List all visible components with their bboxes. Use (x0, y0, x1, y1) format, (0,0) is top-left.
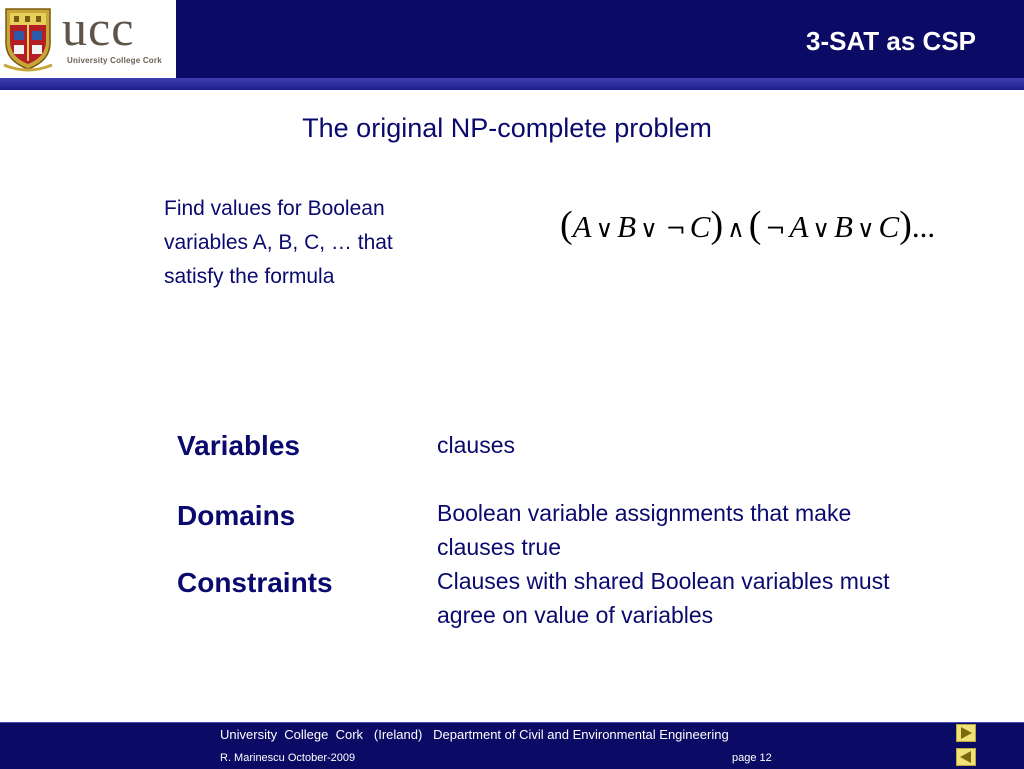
formula-not: ¬ (765, 215, 786, 243)
formula-var-b: B (617, 209, 637, 244)
intro-text: Find values for Boolean variables A, B, C, … that satisfy the formula (164, 197, 393, 288)
footer-institution: University College Cork (Ireland) Department of Civil and Environmental Engineering (220, 727, 729, 742)
slide-title: 3-SAT as CSP (805, 26, 976, 56)
ucc-logo (0, 0, 176, 78)
value-constraints: Clauses with shared Boolean variables must agree on value of variables (437, 568, 890, 628)
formula-var-b: B (834, 209, 853, 244)
formula-or: ∨ (856, 215, 875, 243)
triangle-left-icon (957, 749, 975, 765)
prev-slide-button[interactable] (956, 748, 976, 766)
header-rule (0, 78, 1024, 90)
value-domains: Boolean variable assignments that make clauses true (437, 500, 852, 560)
formula-or: ∨ (640, 215, 658, 243)
formula-paren-close: ) (710, 204, 724, 246)
formula-not: ¬ (665, 215, 686, 243)
formula-paren-close: ) (899, 204, 912, 246)
formula-and: ∧ (727, 215, 745, 243)
formula-or: ∨ (595, 215, 614, 243)
footer-page-number: page 12 (732, 752, 772, 764)
logo-wordmark: ucc (62, 0, 135, 56)
logo-subtitle: University College Cork (67, 56, 162, 65)
triangle-right-icon (957, 725, 975, 741)
formula-paren-open: ( (748, 204, 762, 246)
next-slide-button[interactable] (956, 724, 976, 742)
formula-var-a: A (789, 209, 809, 244)
formula-var-c: C (878, 209, 900, 244)
formula-var-a: A (572, 209, 592, 244)
label-domains: Domains (177, 500, 296, 531)
slide-subtitle: The original NP-complete problem (302, 113, 712, 143)
crest-icon (2, 3, 54, 73)
label-variables: Variables (177, 430, 300, 461)
formula-paren-open: ( (560, 204, 573, 246)
formula-or: ∨ (812, 215, 830, 243)
formula-ellipsis: ... (911, 209, 936, 244)
sat-formula (560, 203, 935, 253)
formula-var-c: C (689, 209, 711, 244)
value-variables: clauses (437, 432, 515, 458)
footer-bar (0, 722, 1024, 769)
footer-author: R. Marinescu October-2009 (220, 752, 356, 764)
label-constraints: Constraints (177, 567, 333, 598)
